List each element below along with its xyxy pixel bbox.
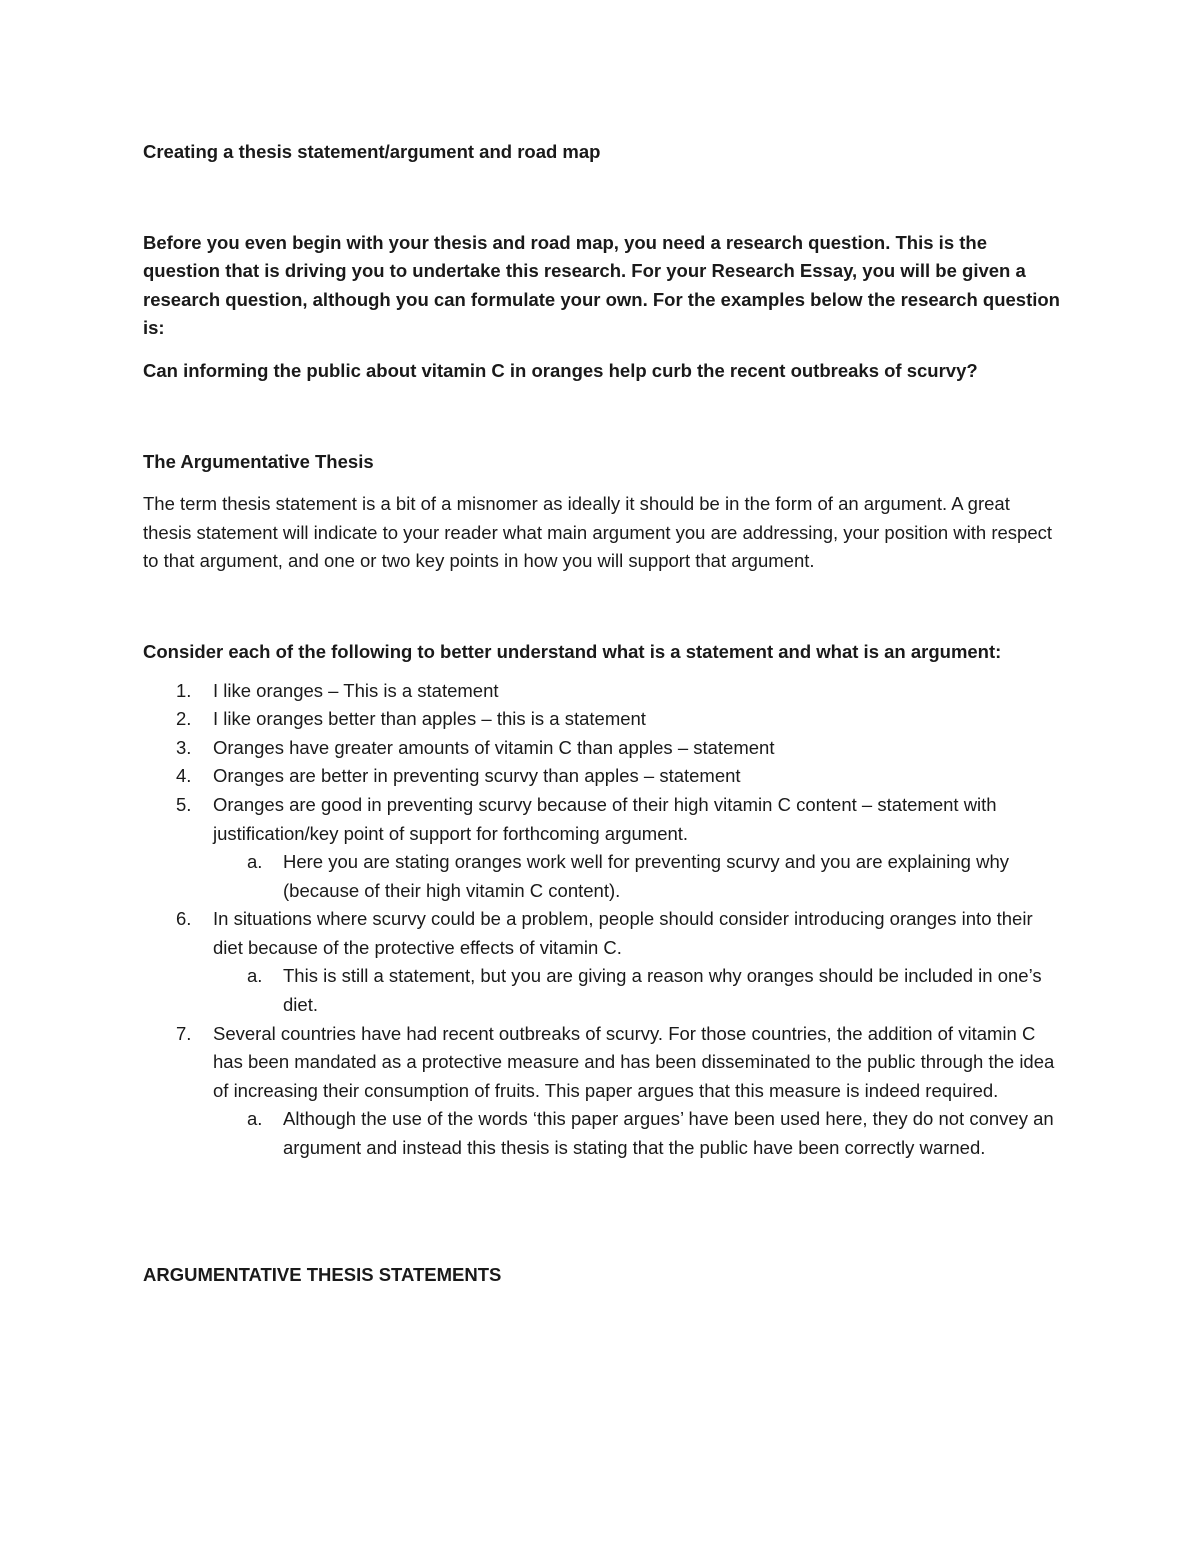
list-number: 7. [176, 1022, 192, 1044]
list-item-text: In situations where scurvy could be a problem, people should consider introducing oranges into their diet because of the protective effects of vitamin C. [213, 908, 1033, 958]
list-item [143, 905, 1063, 1019]
list-item-text: Several countries have had recent outbreaks of scurvy. For those countries, the addition of vitamin C has been mandated as a protective measure and has been disseminated to the public through the idea of increasing their consumption of fruits. This paper argues that this measure is indeed required. [213, 1022, 1055, 1101]
list-item-text: I like oranges – This is a statement [213, 679, 499, 701]
sub-list-letter: a. [247, 1108, 263, 1130]
list-number: 3. [176, 736, 192, 758]
list-item [143, 705, 1063, 734]
sub-list-letter: a. [247, 965, 263, 987]
sub-list-letter: a. [247, 851, 263, 873]
argumentative-thesis-statements-heading: ARGUMENTATIVE THESIS STATEMENTS [143, 1263, 502, 1285]
list-item-text: Oranges are better in preventing scurvy than apples – statement [213, 765, 741, 787]
list-number: 2. [176, 708, 192, 730]
sub-list-item-text: Although the use of the words ‘this paper argues’ have been used here, they do not convey an argument and instead this thesis is stating that the public have been correctly warned. [283, 1108, 1054, 1159]
sub-list-item [213, 962, 1063, 1019]
examples-list [143, 677, 1063, 1163]
document-title: Creating a thesis statement/argument and road map [143, 141, 601, 162]
list-item [143, 677, 1063, 706]
argumentative-thesis-body: The term thesis statement is a bit of a misnomer as ideally it should be in the form of an argument. A great thesis statement will indicate to your reader what main argument you are addressing, your position with respect to that argument, and one or two key points in how you will support that argument. [143, 493, 1053, 572]
list-item [143, 791, 1063, 905]
consider-heading: Consider each of the following to better understand what is a statement and what is an argument: [143, 640, 1002, 662]
sub-list-item [213, 848, 1063, 905]
list-item [143, 1020, 1063, 1163]
sub-list-item-text: This is still a statement, but you are giving a reason why oranges should be included in one’s diet. [283, 965, 1042, 1016]
list-item [143, 762, 1063, 791]
sub-list [213, 962, 1063, 1019]
sub-list [213, 848, 1063, 905]
list-number: 6. [176, 908, 192, 930]
sub-list-item [213, 1105, 1063, 1162]
sub-list-item-text: Here you are stating oranges work well for preventing scurvy and you are explaining why (because of their high vitamin C content). [283, 851, 1009, 901]
list-item-text: Oranges are good in preventing scurvy because of their high vitamin C content – statement with justification/key point of support for forthcoming argument. [213, 793, 997, 844]
research-question: Can informing the public about vitamin C in oranges help curb the recent outbreaks of scurvy? [143, 359, 978, 381]
list-item-text: Oranges have greater amounts of vitamin C than apples – statement [213, 736, 775, 758]
list-number: 1. [176, 679, 192, 701]
document-page [143, 138, 1063, 1289]
list-item [143, 734, 1063, 763]
list-number: 5. [176, 793, 192, 815]
intro-paragraph: Before you even begin with your thesis and road map, you need a research question. This is the question that is driving you to undertake this research. For your Research Essay, you will be given a research question, although you can formulate your own. For the examples below the research question is: [143, 231, 1060, 339]
sub-list [213, 1105, 1063, 1162]
list-item-text: I like oranges better than apples – this is a statement [213, 708, 646, 730]
list-number: 4. [176, 765, 192, 787]
argumentative-thesis-heading: The Argumentative Thesis [143, 450, 374, 472]
